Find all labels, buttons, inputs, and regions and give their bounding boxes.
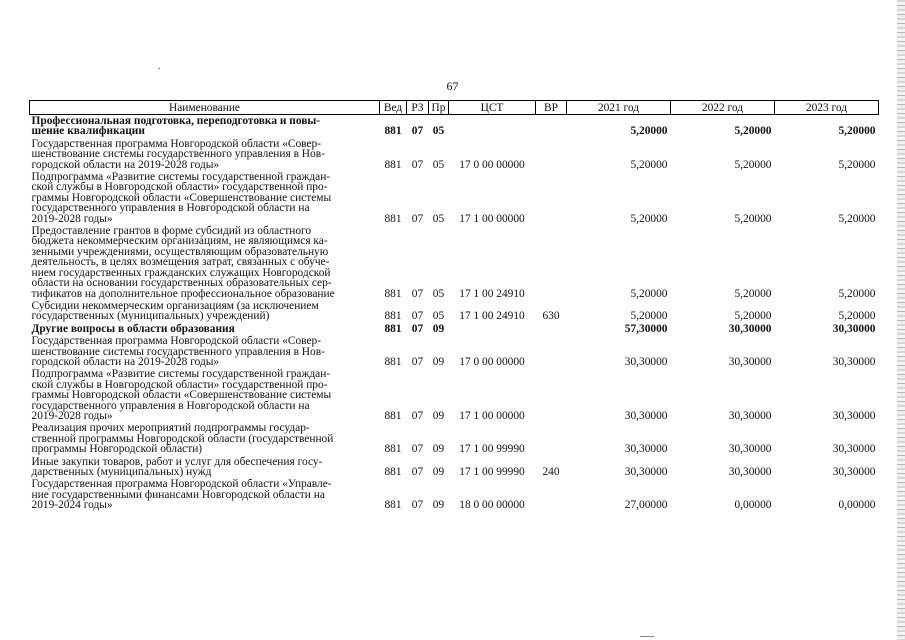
table-row (30, 478, 879, 511)
row-2022-cell: 5,20000 (734, 158, 772, 171)
row-cst-cell: 17 1 00 99990 (459, 443, 525, 456)
row-rz-cell: 07 (411, 409, 424, 422)
row-name-cell: Реализация прочих мероприятий подпрограммы государ- ственной программы Новгородской области (государственной программы Новгородской области) (31, 422, 334, 456)
row-vr-cell (536, 368, 567, 422)
row-2021-cell: 5,20000 (630, 287, 668, 300)
row-pr-cell: 09 (432, 355, 445, 368)
header-2021: 2021 год (567, 101, 671, 115)
row-2021-cell: 30,30000 (624, 355, 668, 368)
table-header-row (30, 101, 879, 115)
row-pr-cell: 09 (432, 499, 445, 512)
row-ved-cell: 881 (384, 355, 402, 368)
header-name: Наименование (30, 101, 380, 115)
row-name-cell: Подпрограмма «Развитие системы государственной граждан- ской службы в Новгородской области» государственной про- граммы Новгородской области «Совершенствование системы государственного управления в Новгородской области на 2019-2028 годы» (31, 171, 332, 225)
row-ved-cell: 881 (384, 466, 402, 478)
row-2023-cell: 5,20000 (838, 158, 876, 171)
row-2022-cell: 30,30000 (728, 322, 772, 335)
row-2023-cell: 30,30000 (832, 322, 876, 335)
table-row (30, 115, 879, 138)
header-vr: ВР (536, 101, 567, 115)
row-ved-cell: 881 (384, 310, 402, 323)
row-vr-cell (536, 323, 567, 335)
row-2022-cell: 5,20000 (734, 287, 772, 300)
row-rz-cell: 07 (411, 158, 424, 171)
row-2021-cell: 5,20000 (630, 310, 668, 323)
table-row (30, 456, 879, 479)
row-ved-cell: 881 (384, 322, 402, 335)
row-2021-cell: 5,20000 (630, 125, 668, 138)
row-ved-cell: 881 (384, 158, 402, 171)
row-name-cell: Подпрограмма «Развитие системы государственной граждан- ской службы в Новгородской области» государственной про- граммы Новгородской области «Совершенствование системы государственного управления в Новгородской области на 2019-2028 годы» (31, 368, 332, 422)
row-rz-cell: 07 (411, 287, 424, 300)
budget-table (29, 100, 879, 512)
row-pr-cell: 09 (432, 409, 445, 422)
row-rz-cell: 07 (411, 355, 424, 368)
header-rz: РЗ (407, 101, 429, 115)
row-2021-cell: 30,30000 (624, 443, 668, 456)
row-name-cell: Государственная программа Новгородской области «Управле- ние государственными финансами Новгородской области на 2019-2024 годы» (31, 478, 332, 512)
page-number: 67 (446, 79, 459, 93)
row-vr-cell: 630 (542, 310, 560, 323)
row-ved-cell: 881 (384, 287, 402, 300)
row-2022-cell: 30,30000 (728, 355, 772, 368)
table-row (30, 138, 879, 171)
row-rz-cell: 07 (411, 310, 424, 323)
row-rz-cell: 07 (411, 466, 424, 478)
row-vr-cell (536, 115, 567, 138)
row-rz-cell: 07 (411, 499, 424, 512)
table-row (30, 171, 879, 225)
scan-speck (640, 636, 654, 637)
row-ved-cell: 881 (384, 499, 402, 512)
row-name-cell: Другие вопросы в области образования (31, 322, 235, 335)
row-2021-cell: 30,30000 (624, 409, 668, 422)
row-2021-cell: 27,00000 (624, 499, 668, 512)
row-rz-cell: 07 (411, 212, 424, 225)
row-vr-cell: 240 (542, 466, 560, 478)
row-ved-cell: 881 (384, 212, 402, 225)
header-2022: 2022 год (671, 101, 775, 115)
row-2022-cell: 30,30000 (728, 409, 772, 422)
row-pr-cell: 05 (432, 212, 445, 225)
row-2022-cell: 5,20000 (734, 212, 772, 225)
row-2023-cell: 30,30000 (832, 443, 876, 456)
row-pr-cell: 05 (432, 158, 445, 171)
row-2023-cell: 5,20000 (838, 287, 876, 300)
table-body (30, 115, 879, 512)
row-2022-cell: 5,20000 (734, 310, 772, 323)
row-ved-cell: 881 (384, 409, 402, 422)
row-2023-cell: 5,20000 (838, 212, 876, 225)
table-row (30, 300, 879, 323)
row-ved-cell: 881 (384, 125, 402, 138)
header-pr: Пр (429, 101, 449, 115)
row-pr-cell: 09 (432, 466, 445, 478)
row-vr-cell (536, 138, 567, 171)
row-2022-cell: 30,30000 (728, 443, 772, 456)
row-2021-cell: 5,20000 (630, 212, 668, 225)
row-cst-cell: 17 1 00 24910 (459, 287, 525, 300)
row-2023-cell: 5,20000 (838, 310, 876, 323)
row-cst-cell (449, 115, 536, 138)
row-2022-cell: 0,00000 (734, 499, 772, 512)
row-pr-cell: 05 (432, 125, 445, 138)
row-2021-cell: 57,30000 (624, 322, 668, 335)
row-rz-cell: 07 (411, 125, 424, 138)
scan-edge-artifact (897, 0, 905, 640)
row-cst-cell: 18 0 00 00000 (459, 499, 525, 512)
table-row (30, 323, 879, 335)
table-row (30, 335, 879, 368)
table-row (30, 422, 879, 455)
row-2023-cell: 30,30000 (832, 466, 876, 478)
row-name-cell: Профессиональная подготовка, переподготовка и повы- шение квалификации (31, 115, 321, 138)
row-pr-cell: 09 (432, 443, 445, 456)
row-vr-cell (536, 478, 567, 511)
header-cst: ЦСТ (449, 101, 536, 115)
row-vr-cell (536, 422, 567, 455)
row-2023-cell: 30,30000 (832, 355, 876, 368)
row-cst-cell: 17 0 00 00000 (459, 158, 525, 171)
row-cst-cell: 17 1 00 24910 (459, 310, 525, 323)
row-cst-cell: 17 1 00 00000 (459, 212, 525, 225)
row-2022-cell: 30,30000 (728, 466, 772, 478)
header-2023: 2023 год (775, 101, 879, 115)
row-pr-cell: 09 (432, 322, 445, 335)
row-pr-cell: 05 (432, 287, 445, 300)
row-name-cell: Государственная программа Новгородской области «Совер- шенствование системы государственного управления в Нов- городской области на 2019-2028 годы» (31, 335, 325, 368)
table-row (30, 368, 879, 422)
table-row (30, 225, 879, 300)
row-ved-cell: 881 (384, 443, 402, 456)
row-2021-cell: 30,30000 (624, 466, 668, 478)
row-pr-cell: 05 (432, 310, 445, 323)
row-vr-cell (536, 335, 567, 368)
row-cst-cell (449, 323, 536, 335)
row-2023-cell: 0,00000 (838, 499, 876, 512)
header-ved: Вед (380, 101, 407, 115)
row-name-cell: Иные закупки товаров, работ и услуг для обеспечения госу- дарственных (муниципальных) нужд (31, 455, 323, 478)
scan-speck (158, 68, 160, 69)
row-cst-cell: 17 1 00 00000 (459, 409, 525, 422)
row-vr-cell (536, 171, 567, 225)
row-name-cell: Государственная программа Новгородской области «Совер- шенствование системы государственного управления в Нов- городской области на 2019-2028 годы» (31, 137, 325, 171)
row-2021-cell: 5,20000 (630, 158, 668, 171)
row-name-cell: Предоставление грантов в форме субсидий из областного бюджета некоммерческим организациям, не являющимся ка- зенными учреждениями, осуществляющим образовательную деятельность, в целях возмещения затрат, связанных с обуче- нием государственных гражданских служащих Новгородской области на основании государственных образовательных сер- тификатов на дополнительное профессиональное образование (31, 225, 335, 300)
row-name-cell: Субсидии некоммерческим организациям (за исключением государственных (муниципальных) учреждений) (31, 299, 319, 323)
row-rz-cell: 07 (411, 322, 424, 335)
row-2023-cell: 30,30000 (832, 409, 876, 422)
row-cst-cell: 17 0 00 00000 (459, 355, 525, 368)
row-2023-cell: 5,20000 (838, 125, 876, 138)
row-2022-cell: 5,20000 (734, 125, 772, 138)
row-vr-cell (536, 225, 567, 300)
row-cst-cell: 17 1 00 99990 (459, 466, 525, 478)
row-rz-cell: 07 (411, 443, 424, 456)
